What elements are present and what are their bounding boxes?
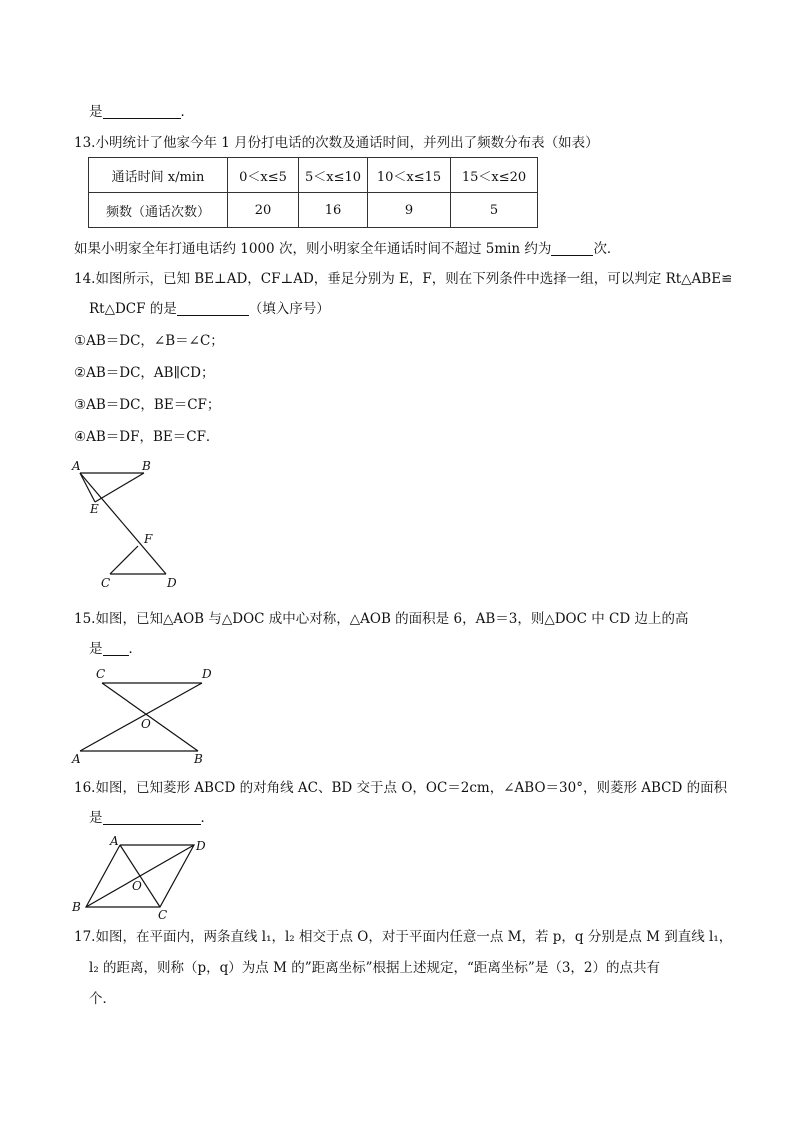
label-c: C <box>96 667 106 681</box>
label-a: A <box>72 752 81 766</box>
q16-stem-line1: 16.如图，已知菱形 ABCD 的对角线 AC、BD 交于点 O，OC＝2cm，∠ABO＝30°，则菱形 ABCD 的面积 <box>74 780 728 796</box>
q14-stem-line2: Rt△DCF 的是 （填入序号） <box>89 301 330 317</box>
label-b: B <box>72 900 81 914</box>
diagonal-bd <box>86 845 194 907</box>
q13-stem: 13.小明统计了他家今年 1 月份打电话的次数及通话时间，并列出了频数分布表（如表） <box>74 135 599 151</box>
frequency-table <box>88 157 538 228</box>
table-header-cell: 0＜x≤5 <box>228 158 299 193</box>
segment-fc <box>110 546 138 574</box>
q15-blank <box>103 641 129 656</box>
q14-option-1: ①AB＝DC，∠B＝∠C； <box>74 333 224 349</box>
q14-stem-line1: 14.如图所示，已知 BE⊥AD，CF⊥AD，垂足分别为 E，F，则在下列条件中选择一组，可以判定 Rt△ABE≌ <box>74 271 733 287</box>
label-o: O <box>132 879 142 893</box>
table-cell: 频数（通话次数） <box>89 193 228 228</box>
table-cell: 20 <box>228 193 299 228</box>
label-a: A <box>110 834 119 848</box>
q13-blank <box>551 241 593 256</box>
segment-ad <box>80 473 166 574</box>
q16-stem-line2: 是 ． <box>89 810 214 826</box>
q13-question: 如果小明家全年打通电话约 1000 次，则小明家全年通话时间不超过 5min 约为 次． <box>74 241 621 257</box>
q14-figure <box>68 456 188 596</box>
table-row <box>89 193 538 228</box>
table-header-cell: 15＜x≤20 <box>451 158 538 193</box>
q14-option-4: ④AB＝DF，BE＝CF． <box>74 429 220 445</box>
q17-stem-line1: 17.如图，在平面内，两条直线 l₁，l₂ 相交于点 O，对于平面内任意一点 M，若 p，q 分别是点 M 到直线 l₁， <box>74 929 733 945</box>
table-cell: 9 <box>368 193 451 228</box>
label-c: C <box>158 908 168 922</box>
q15-stem-line1: 15.如图，已知△AOB 与△DOC 成中心对称，△AOB 的面积是 6，AB＝3，则△DOC 中 CD 边上的高 <box>74 611 689 627</box>
table-cell: 5 <box>451 193 538 228</box>
q14-blank <box>177 301 249 316</box>
q15-figure <box>68 662 218 772</box>
q17-stem-line2: l₂ 的距离，则称（p，q）为点 M 的”距离坐标”根据上述规定，“距离坐标”是（3，2）的点共有 <box>89 960 660 976</box>
q12-answer-line: 是 ． <box>89 104 194 120</box>
label-f: F <box>144 532 153 546</box>
segment-be <box>95 473 144 502</box>
q15-stem-line2: 是 ． <box>89 641 142 657</box>
q16-figure <box>68 832 218 922</box>
label-d: D <box>167 576 177 590</box>
table-header-cell: 通话时间 x/min <box>89 158 228 193</box>
label-d: D <box>202 667 212 681</box>
q14-option-3: ③AB＝DC，BE＝CF； <box>74 397 221 413</box>
q14-option-2: ②AB＝DC，AB∥CD； <box>74 365 215 381</box>
table-header-cell: 10＜x≤15 <box>368 158 451 193</box>
table-row <box>89 158 538 193</box>
label-a: A <box>72 459 81 473</box>
label-b: B <box>142 459 151 473</box>
q12-blank <box>103 104 181 119</box>
label-b: B <box>194 752 203 766</box>
q17-stem-line3: 个． <box>89 991 116 1007</box>
q16-blank <box>103 810 201 825</box>
label-e: E <box>90 502 99 516</box>
label-o: O <box>141 717 151 731</box>
table-header-cell: 5＜x≤10 <box>299 158 368 193</box>
label-c: C <box>101 576 111 590</box>
table-cell: 16 <box>299 193 368 228</box>
label-d: D <box>196 839 206 853</box>
